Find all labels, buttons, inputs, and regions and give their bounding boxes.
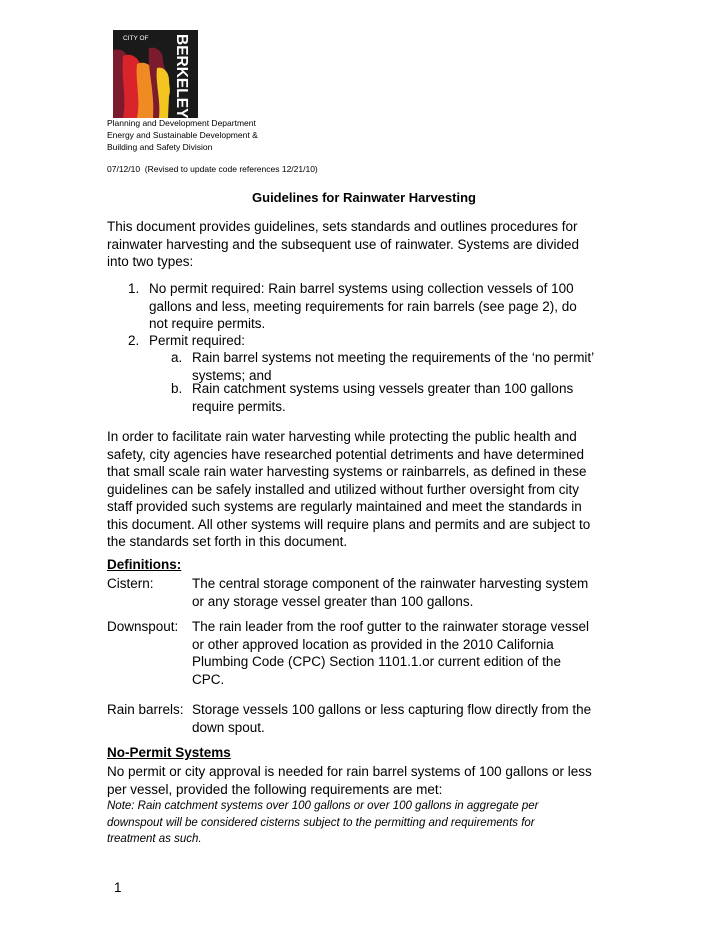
list-letter: b. — [171, 381, 183, 396]
text-line: The rain leader from the roof gutter to the rainwater storage vessel — [192, 619, 589, 634]
department-block — [107, 117, 258, 153]
text-line: this document. All other systems will require plans and permits and are subject to — [107, 516, 591, 532]
text-line: down spout. — [192, 719, 265, 735]
text-line: Plumbing Code (CPC) Section 1101.1.or current edition of the — [192, 654, 561, 669]
text-line: No permit or city approval is needed for rain barrel systems of 100 gallons or less — [107, 764, 592, 779]
text-line: In order to facilitate rain water harvesting while protecting the public health and — [107, 429, 577, 444]
list-number: 1. — [128, 281, 140, 296]
body-paragraph — [107, 428, 632, 551]
text-line: Note: Rain catchment systems over 100 gallons or over 100 gallons in aggregate per — [107, 800, 539, 812]
definitions-heading: Definitions: — [107, 557, 182, 572]
text-line: downspout will be considered cisterns subject to the permitting and requirements for — [107, 816, 535, 829]
definition-term-cistern: Cistern: — [107, 576, 154, 591]
logo-berkeley-text: BERKELEY — [173, 34, 190, 118]
text-line: or other approved location as provided in the 2010 California — [192, 636, 554, 652]
definition-text-cistern — [192, 575, 632, 610]
definition-text-rain-barrels — [192, 701, 632, 736]
definition-term-downspout: Downspout: — [107, 619, 179, 634]
revision-date: 07/12/10 (Revised to update code references 12/21/10) — [107, 164, 318, 174]
document-title: Guidelines for Rainwater Harvesting — [252, 190, 476, 205]
text-line: Rain catchment systems using vessels greater than 100 gallons — [192, 381, 574, 396]
text-line: require permits. — [192, 398, 286, 414]
no-permit-heading: No-Permit Systems — [107, 745, 231, 760]
definition-term-rain-barrels: Rain barrels: — [107, 702, 184, 717]
text-line: staff provided such systems are regularly maintained and meet the standards in — [107, 499, 582, 514]
text-line: No permit required: Rain barrel systems using collection vessels of 100 — [149, 281, 574, 296]
text-line: rainwater harvesting and the subsequent use of rainwater. Systems are divided — [107, 236, 580, 252]
text-line: CPC. — [192, 671, 225, 687]
page-number: 1 — [114, 880, 122, 895]
text-line: or any storage vessel greater than 100 gallons. — [192, 593, 474, 609]
list-number: 2. — [128, 333, 140, 348]
logo-city-of-text: CITY OF — [123, 35, 149, 42]
list-letter: a. — [171, 350, 183, 365]
text-line: per vessel, provided the following requirements are met: — [107, 781, 443, 797]
no-permit-paragraph — [107, 763, 632, 798]
intro-paragraph — [107, 218, 627, 271]
dept-line: Building and Safety Division — [107, 142, 213, 152]
text-line: Rain barrel systems not meeting the requirements of the ‘no permit’ — [192, 350, 595, 365]
text-line: into two types: — [107, 254, 194, 269]
text-line: gallons and less, meeting requirements for rain barrels (see page 2), do — [149, 298, 577, 314]
no-permit-note — [107, 798, 627, 848]
text-line: Permit required: — [149, 333, 246, 348]
text-line: Storage vessels 100 gallons or less capturing flow directly from the — [192, 702, 592, 717]
text-line: the standards set forth in this document. — [107, 534, 348, 549]
dept-line: Energy and Sustainable Development & — [107, 130, 258, 140]
definition-text-downspout — [192, 618, 632, 688]
text-line: safety, city agencies have researched potential detriments and have determined — [107, 446, 585, 462]
text-line: This document provides guidelines, sets standards and outlines procedures for — [107, 219, 578, 234]
text-line: that small scale rain water harvesting systems or rainbarrels, as defined in these — [107, 464, 587, 479]
dept-line: Planning and Development Department — [107, 118, 256, 128]
text-line: The central storage component of the rainwater harvesting system — [192, 576, 589, 591]
text-line: systems; and — [192, 367, 272, 383]
logo-silhouettes — [113, 30, 198, 118]
city-of-berkeley-logo — [113, 30, 198, 118]
text-line: not require permits. — [149, 316, 266, 331]
text-line: treatment as such. — [107, 833, 202, 845]
text-line: guidelines can be safely installed and utilized without further oversight from city — [107, 481, 579, 497]
